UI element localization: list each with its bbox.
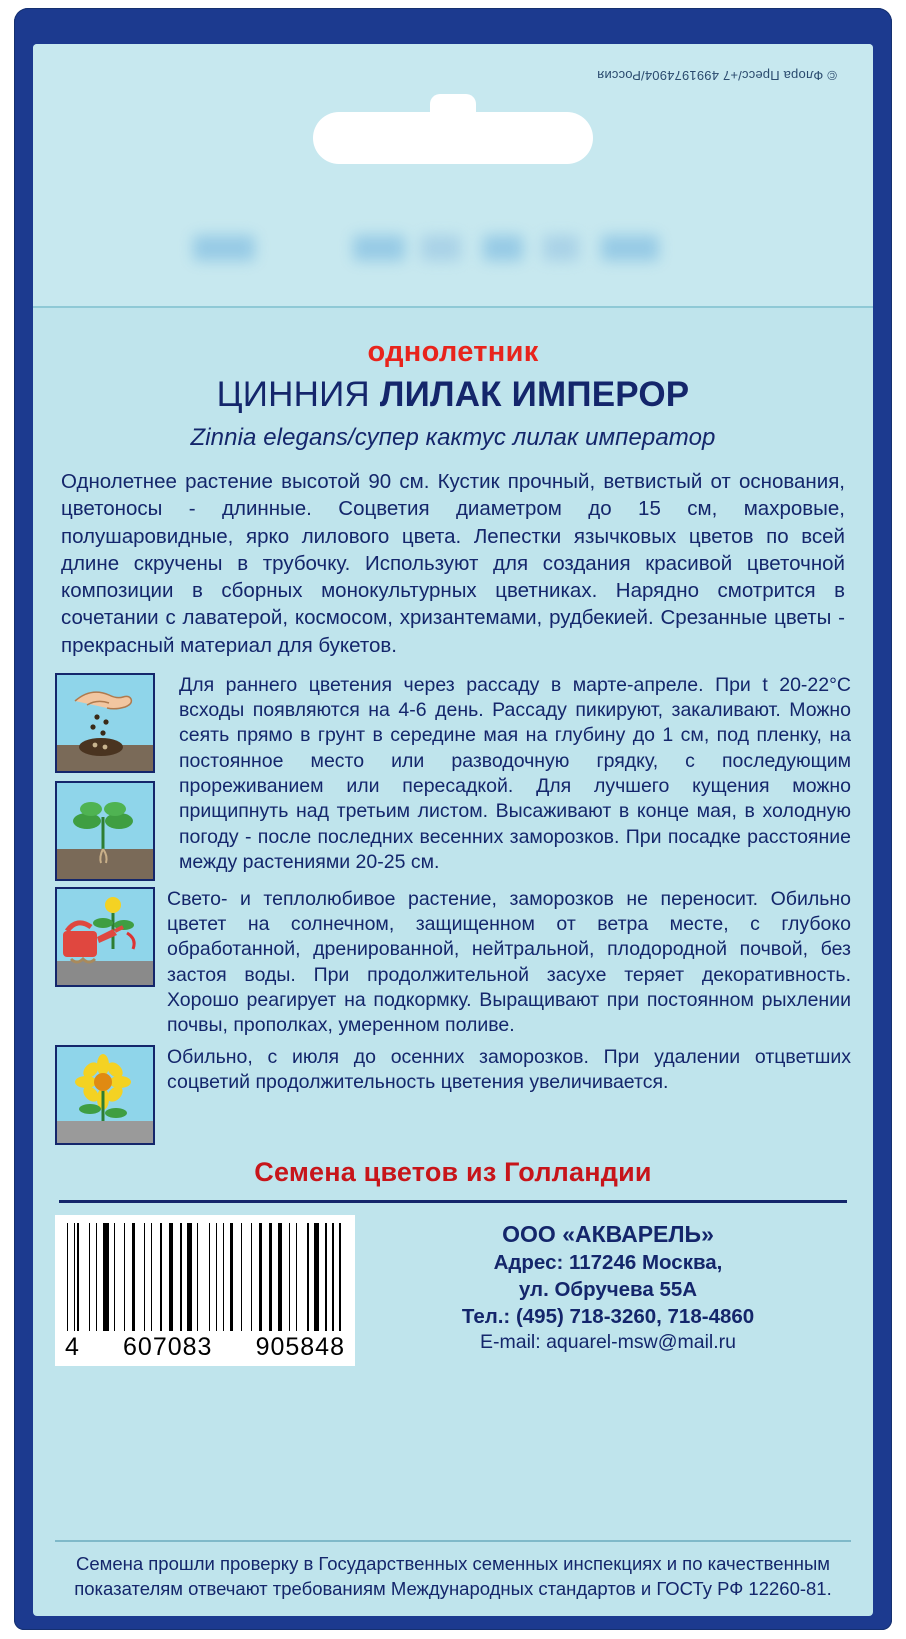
care-text-sowing: Для раннего цветения через рассаду в марте-апреле. При t 20-22°C всходы появляются на 4-6 день. Рассаду пикируют, закаливают. Можно сеять прямо в грунт в середине мая на глубину до 1 см, под пленку, на постоянное место или разводочную грядку, с последующим прореживанием или пересадкой. Для лучшего кущения можно прищипнуть над третьим листом. Высаживают в конце мая, в холодную погоду - после последних весенних заморозков. При посадке расстояние между растениями 20-25 см. bbox=[179, 673, 851, 874]
plant-description: Однолетнее растение высотой 90 см. Кустик прочный, ветвистый от основания, цветоносы - длинные. Соцветия диаметром до 15 см, махровые, полушаровидные, ярко лилового цвета. Лепестки язычковых цветов по всей длине скручены в трубочку. Используют для создания красивой цветочной композиции в сборных монокультурных цветниках. Нарядно смотрится в сочетании с лаватерой, космосом, хризантемами, рудбекией. Срезанные цветы - прекрасный материал для букетов. bbox=[61, 470, 845, 657]
company-email: E-mail: aquarel-msw@mail.ru bbox=[479, 1331, 736, 1354]
care-text-flowering: Обильно, с июля до осенних заморозков. При удалении отцветших соцветий продолжительность цветения увеличивается. bbox=[167, 1045, 851, 1094]
barcode bbox=[55, 1215, 355, 1366]
flap-credit-text: © Флора Пресс/+7 4991974904/Россия bbox=[597, 68, 837, 83]
barcode-digit-group-3: 905848 bbox=[255, 1332, 345, 1361]
company-address-line2: ул. Обручева 55А bbox=[518, 1278, 698, 1302]
bottom-block bbox=[55, 1215, 851, 1366]
blurred-text-block bbox=[183, 229, 703, 275]
barcode-digit-group-2: 607083 bbox=[123, 1332, 213, 1361]
annual-label: однолетник bbox=[367, 336, 539, 368]
care-instructions bbox=[55, 673, 851, 1145]
sowing-hand-seeds-icon bbox=[55, 673, 155, 773]
company-info bbox=[355, 1215, 851, 1356]
packet-flap bbox=[33, 44, 873, 308]
flower-bloom-icon bbox=[55, 1045, 155, 1145]
latin-name: Zinnia elegans/супер кактус лилак император bbox=[190, 424, 716, 451]
packet-content bbox=[33, 306, 873, 1616]
watering-can-icon bbox=[55, 887, 155, 987]
care-row-conditions bbox=[55, 887, 851, 1039]
plant-genus: ЦИННИЯ bbox=[216, 375, 380, 414]
packet-front-face bbox=[33, 44, 873, 1616]
certification-footer: Семена прошли проверку в Государственных семенных инспекциях и по качественным показателям отвечают требованиям Международных стандартов и ГОСТу РФ 12260-81. bbox=[55, 1540, 851, 1602]
company-address-line1: Адрес: 117246 Москва, bbox=[493, 1251, 723, 1275]
barcode-digit-group-1: 4 bbox=[65, 1332, 80, 1361]
company-name: ООО «АКВАРЕЛЬ» bbox=[502, 1220, 714, 1247]
care-text-conditions: Свето- и теплолюбивое растение, заморозков не переносит. Обильно цветет на солнечном, защищенном от ветра месте, с глубоко обработанной, дренированной, нейтральной, плодородной почвой, без застоя воды. При продолжительной засухе теряет декоративность. Хорошо реагирует на подкормку. Выращивают при постоянном рыхлении почвы, прополках, умеренном поливе. bbox=[167, 887, 851, 1037]
divider bbox=[59, 1200, 847, 1203]
plant-cultivar: ЛИЛАК ИМПЕРОР bbox=[379, 375, 690, 414]
seedling-planting-icon bbox=[55, 781, 155, 881]
seed-packet bbox=[14, 8, 892, 1630]
barcode-bars bbox=[61, 1223, 349, 1331]
company-phone: Тел.: (495) 718-3260, 718-4860 bbox=[461, 1305, 755, 1329]
care-row-flowering bbox=[55, 1045, 851, 1145]
barcode-digits bbox=[61, 1331, 349, 1362]
origin-line: Семена цветов из Голландии bbox=[254, 1156, 652, 1187]
hang-hole bbox=[313, 112, 593, 164]
care-row-sowing bbox=[55, 673, 851, 881]
page-title bbox=[55, 375, 851, 415]
